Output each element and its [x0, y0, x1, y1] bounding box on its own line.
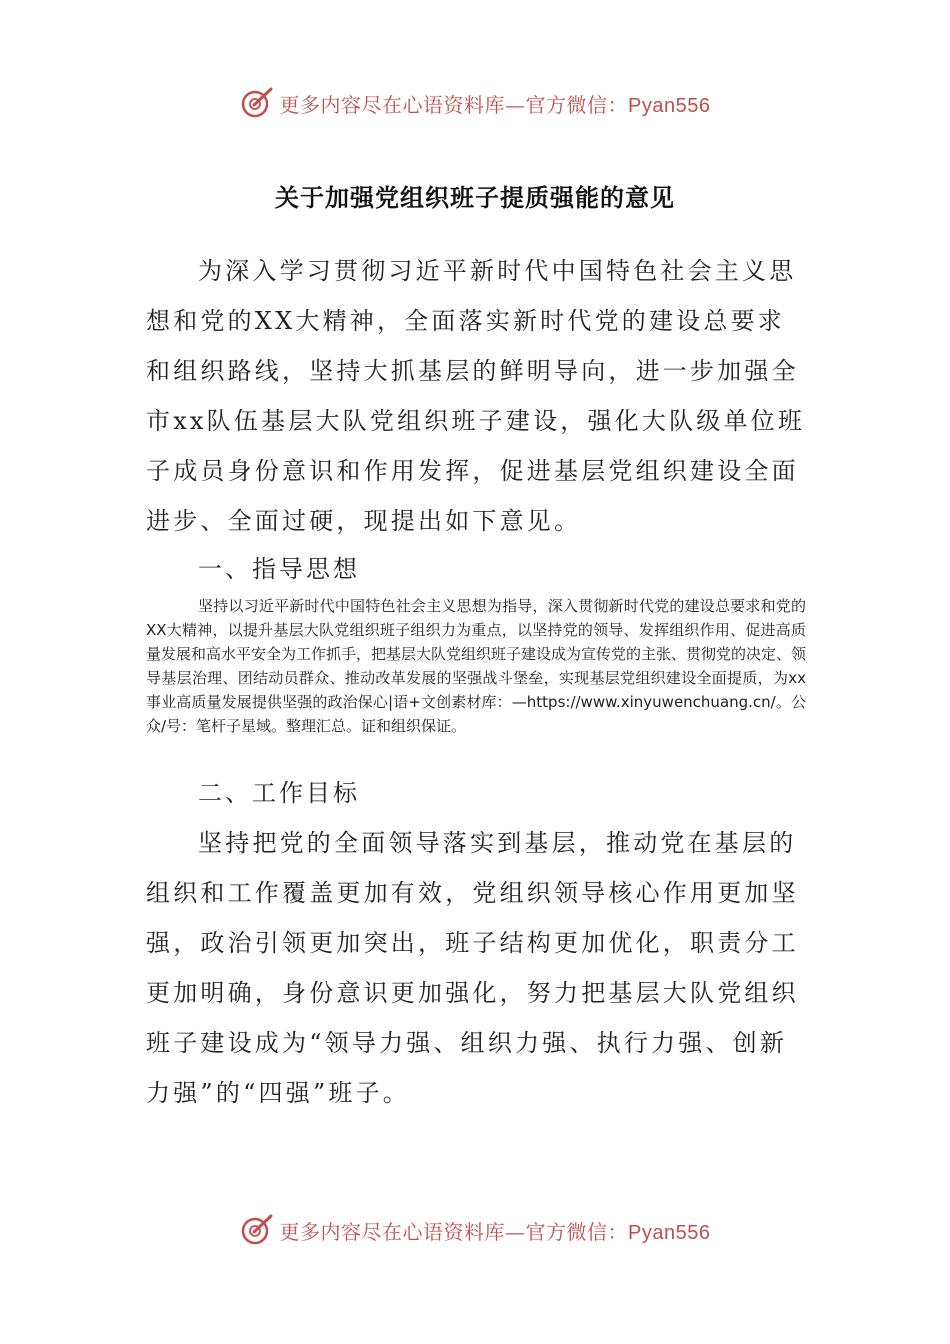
header-banner — [0, 83, 950, 123]
banner-handle: Pyan556 — [628, 94, 711, 117]
banner-text: 更多内容尽在心语资料库—官方微信：Pyan556 — [279, 1219, 711, 1244]
section2-body: 坚持把党的全面领导落实到基层，推动党在基层的组织和工作覆盖更加有效，党组织领导核心作用更加坚强，政治引领更加突出，班子结构更加优化，职责分工更加明确，身份意识更加强化，努力把基层大队党组织班子建设成为“领导力强、组织力强、执行力强、创新力强”的“四强”班子。 — [146, 829, 799, 1107]
document-title: 关于加强党组织班子提质强能的意见 — [275, 183, 675, 212]
banner-text: 更多内容尽在心语资料库—官方微信：Pyan556 — [279, 92, 711, 117]
section1-body: 坚持以习近平新时代中国特色社会主义思想为指导，深入贯彻新时代党的建设总要求和党的XX大精神，以提升基层大队党组织班子组织力为重点，以坚持党的领导、发挥组织作用、促进高质量发展和高水平安全为工作抓手，把基层大队党组织班子建设成为宣传党的主张、贯彻党的决定、领导基层治理、团结动员群众、推动改革发展的坚强战斗堡垒，实现基层党组织建设全面提质，为xx事业高质量发展提供坚强的政治保心|语+文创素材库：—https://www.xinyuwenchuang.cn/。公众/号：笔杆子星域。整理汇总。证和组织保证。 — [146, 597, 807, 735]
banner-handle: Pyan556 — [628, 1221, 711, 1244]
pen-logo-icon — [240, 1213, 274, 1247]
section2-heading: 二、工作目标 — [198, 779, 360, 807]
footer-banner — [0, 1210, 950, 1250]
intro-paragraph: 为深入学习贯彻习近平新时代中国特色社会主义思想和党的XX大精神，全面落实新时代党的建设总要求和组织路线，坚持大抓基层的鲜明导向，进一步加强全市xx队伍基层大队党组织班子建设，强化大队级单位班子成员身份意识和作用发挥，促进基层党组织建设全面进步、全面过硬，现提出如下意见。 — [146, 257, 806, 535]
section1-heading: 一、指导思想 — [198, 555, 360, 583]
pen-logo-icon — [240, 86, 274, 120]
